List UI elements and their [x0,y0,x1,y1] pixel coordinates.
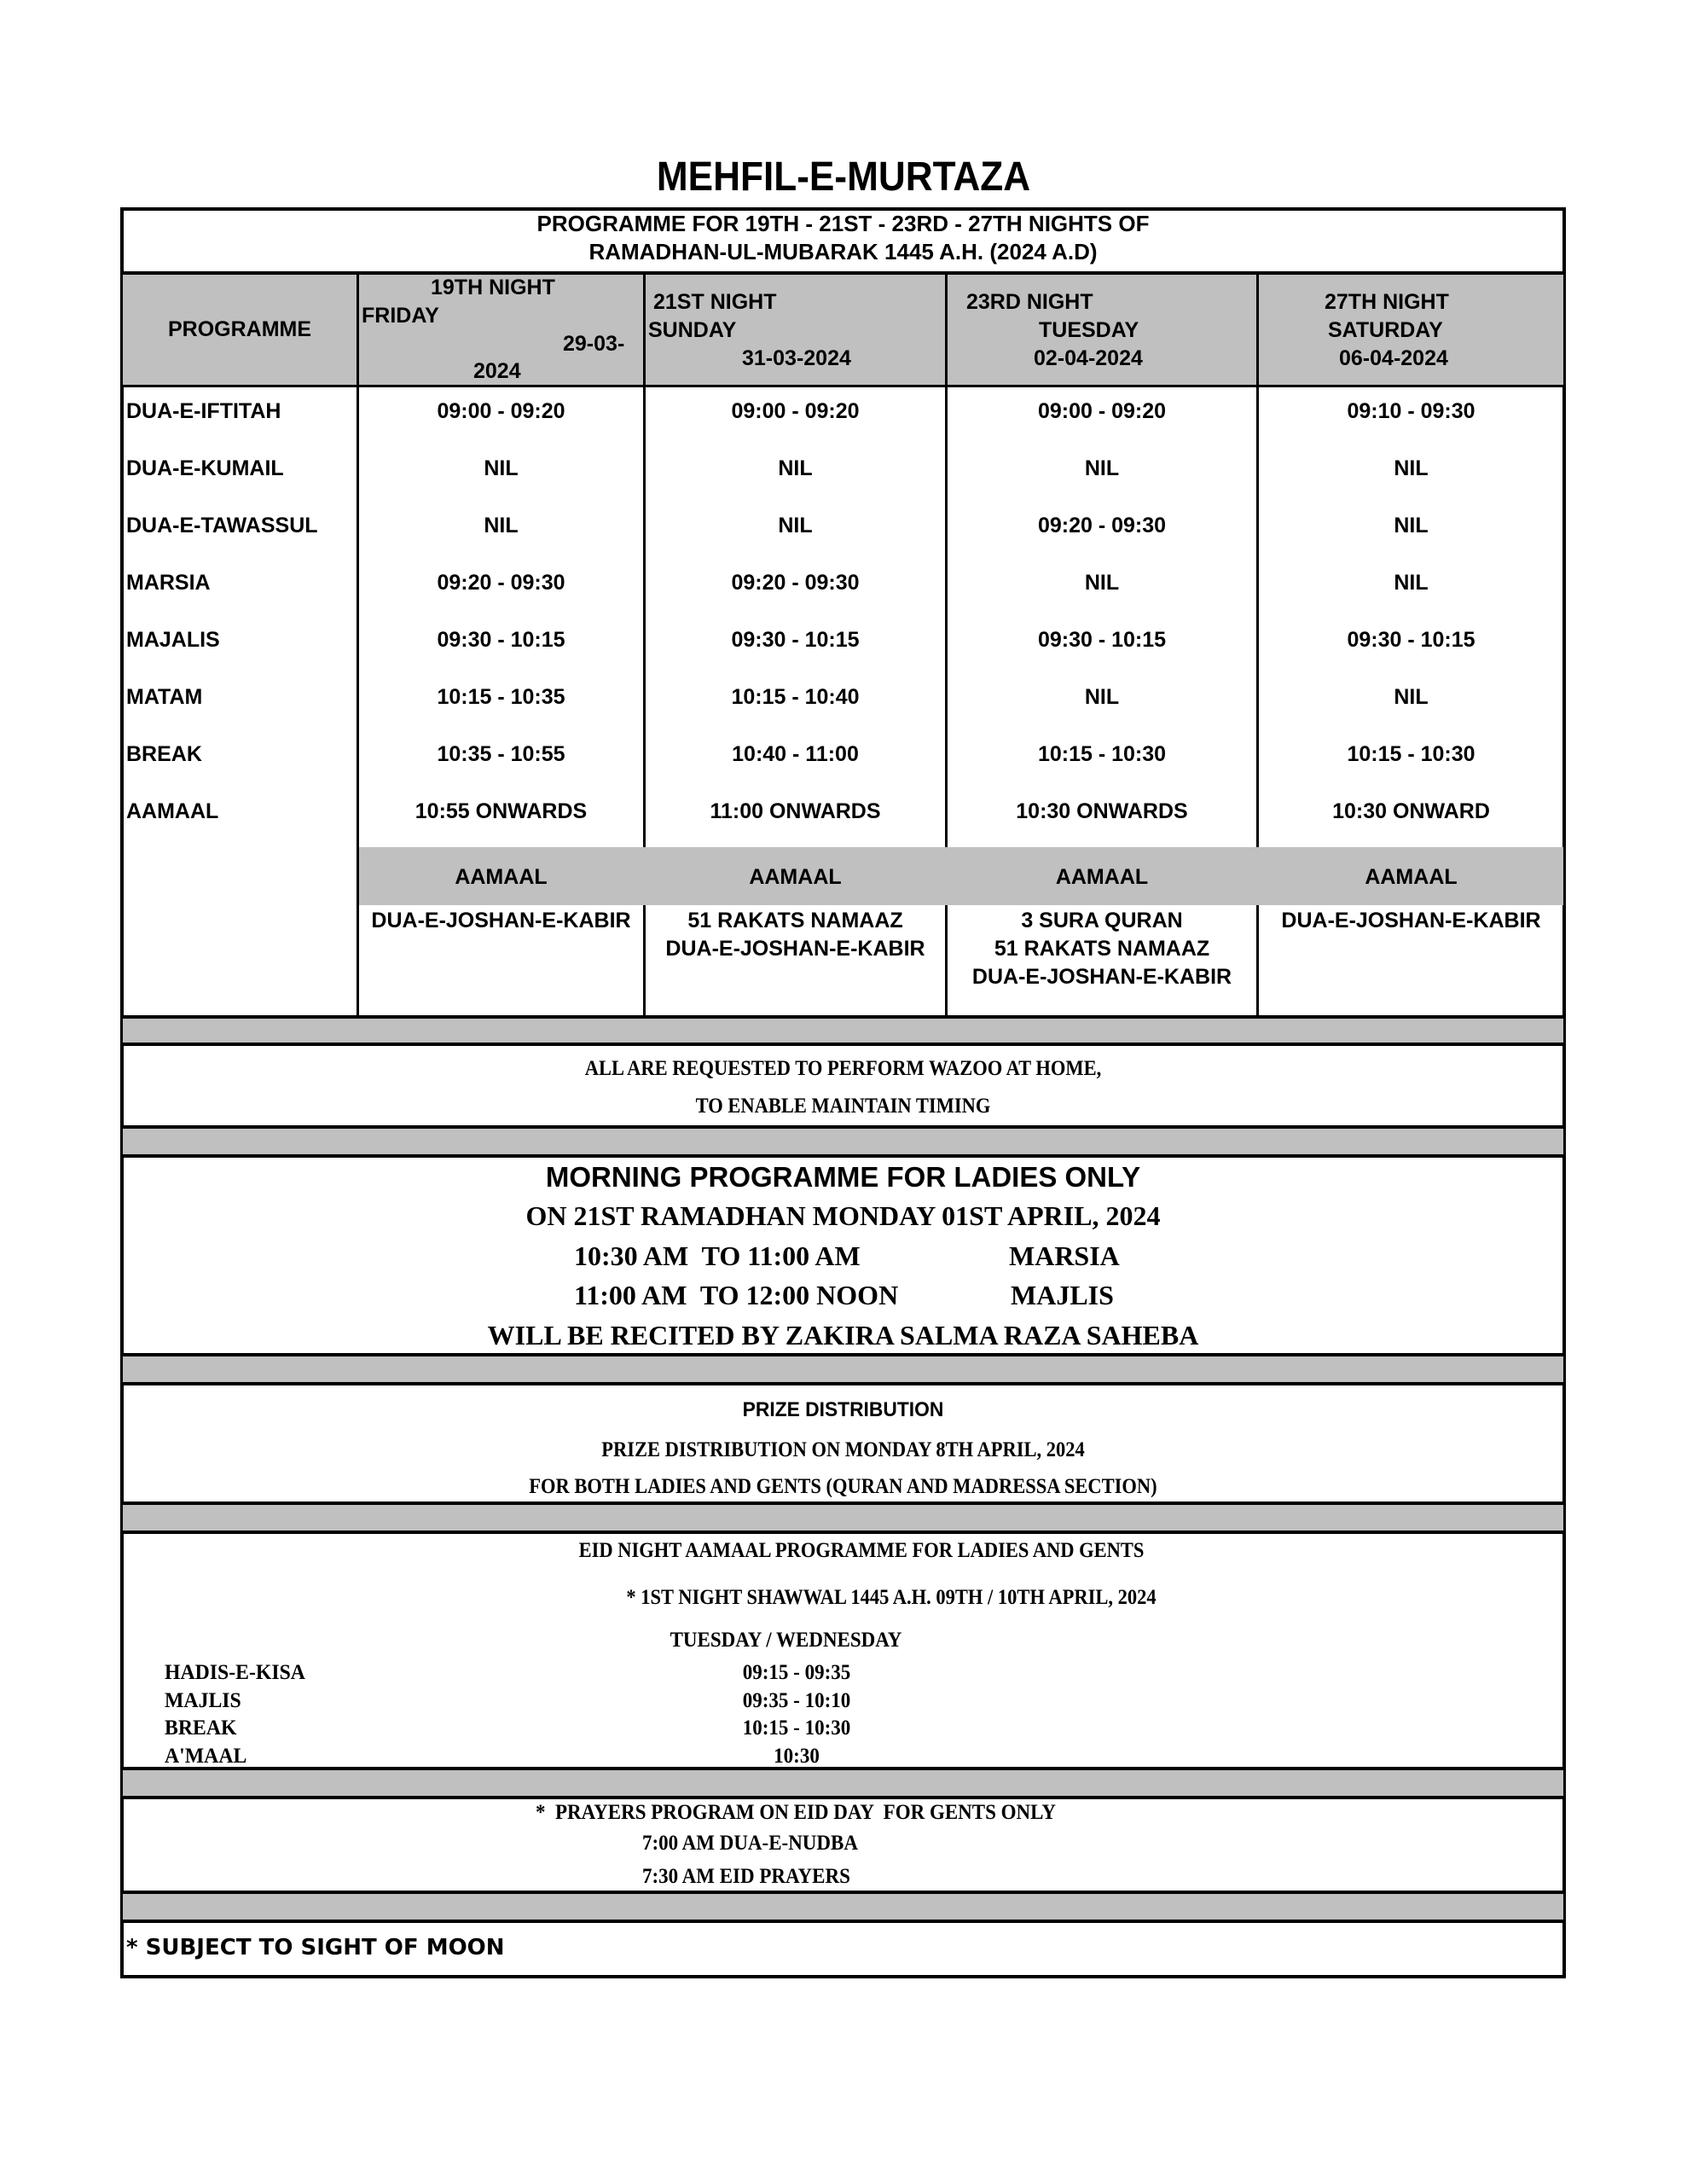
row-value: 09:30 - 10:15 [731,628,860,652]
row-value: 09:30 - 10:15 [1037,628,1167,652]
date-label-year: 2024 [473,359,521,383]
eid-night-days: TUESDAY / WEDNESDAY [670,1629,902,1652]
row-value: 09:20 - 09:30 [437,571,565,595]
row-value: 09:00 - 09:20 [1037,399,1167,423]
row-value: 09:00 - 09:20 [731,399,860,423]
row-value: NIL [1394,685,1429,709]
date-label: 31-03-2024 [742,346,851,370]
ladies-reciter: WILL BE RECITED BY ZAKIRA SALMA RAZA SAHEBA [487,1320,1199,1350]
row-value: 09:10 - 09:30 [1347,399,1475,423]
row-value: NIL [1394,456,1429,480]
row-label: DUA-E-TAWASSUL [126,514,318,537]
row-value: NIL [778,514,813,537]
ladies-item-time: 10:30 AM TO 11:00 AM [574,1240,861,1271]
night-label: 21ST NIGHT [653,290,777,314]
aamaal-heading: AAMAAL [749,865,842,889]
row-label: DUA-E-IFTITAH [126,399,281,423]
eid-day-heading: * PRAYERS PROGRAM ON EID DAY FOR GENTS ONLY [536,1801,1057,1824]
night-label: 23RD NIGHT [966,290,1093,314]
row-value: NIL [1084,571,1120,595]
separator-band [123,1019,1563,1043]
aamaal-detail-item: 51 RAKATS NAMAAZ [687,909,903,932]
separator-band [123,1505,1563,1531]
prize-line-2: FOR BOTH LADIES AND GENTS (QURAN AND MADRESSA SECTION) [529,1475,1157,1498]
row-value: 09:20 - 09:30 [1037,514,1167,537]
row-value: 09:00 - 09:20 [437,399,565,423]
row-value: 10:35 - 10:55 [437,742,565,766]
footnote: * SUBJECT TO SIGHT OF MOON [126,1935,505,1960]
day-label: SATURDAY [1328,318,1443,342]
night-label: 19TH NIGHT [431,276,555,299]
eid-item-time: 09:35 - 10:10 [742,1688,851,1712]
row-value: NIL [484,514,519,537]
row-value: 09:30 - 10:15 [1347,628,1475,652]
eid-item-label: A'MAAL [165,1744,247,1768]
subtitle-line-1: PROGRAMME FOR 19TH - 21ST - 23RD - 27TH NIGHTS OF [536,211,1150,236]
aamaal-detail-item: DUA-E-JOSHAN-E-KABIR [1281,909,1541,932]
row-value: NIL [1394,571,1429,595]
row-value: 10:30 ONWARDS [1016,799,1188,823]
date-label: 06-04-2024 [1339,346,1448,370]
date-label: 29-03- [563,332,625,356]
aamaal-detail-item: DUA-E-JOSHAN-E-KABIR [665,937,925,961]
separator-band [123,1894,1563,1920]
prize-heading: PRIZE DISTRIBUTION [742,1398,944,1421]
day-label: SUNDAY [648,318,737,342]
row-value: 09:20 - 09:30 [731,571,860,595]
ladies-heading: MORNING PROGRAMME FOR LADIES ONLY [545,1161,1141,1193]
row-value: NIL [778,456,813,480]
row-label: AAMAAL [126,799,219,823]
aamaal-detail-item: 3 SURA QURAN [1021,909,1183,932]
row-value: 10:55 ONWARDS [415,799,588,823]
row-value: NIL [484,456,519,480]
aamaal-heading: AAMAAL [1365,865,1458,889]
row-value: NIL [1394,514,1429,537]
eid-item-time: 09:15 - 09:35 [742,1661,851,1684]
ladies-item-event: MARSIA [1009,1240,1120,1271]
ladies-item-event: MAJLIS [1011,1280,1114,1310]
divider [120,1382,1566,1385]
divider [120,385,1566,387]
wazoo-line-1: ALL ARE REQUESTED TO PERFORM WAZOO AT HOME, [584,1057,1102,1080]
row-label: MAJALIS [126,628,220,652]
eid-night-heading: EID NIGHT AAMAAL PROGRAMME FOR LADIES AND GENTS [578,1539,1145,1562]
aamaal-detail-item: DUA-E-JOSHAN-E-KABIR [971,965,1232,989]
night-label: 27TH NIGHT [1325,290,1449,314]
row-value: 10:15 - 10:30 [1037,742,1167,766]
row-value: 10:40 - 11:00 [732,742,859,766]
eid-night-date: * 1ST NIGHT SHAWWAL 1445 A.H. 09TH / 10TH APRIL, 2024 [626,1586,1157,1609]
divider [120,1043,1566,1046]
prize-line-1: PRIZE DISTRIBUTION ON MONDAY 8TH APRIL, 2024 [601,1438,1085,1461]
separator-band [123,1356,1563,1382]
separator-band [123,1770,1563,1796]
aamaal-heading: AAMAAL [455,865,548,889]
eid-item-label: MAJLIS [165,1688,241,1712]
ladies-item-time: 11:00 AM TO 12:00 NOON [574,1280,899,1310]
eid-day-item: 7:00 AM DUA-E-NUDBA [642,1832,858,1855]
day-label: TUESDAY [1039,318,1139,342]
header-programme: PROGRAMME [167,317,312,341]
aamaal-detail-item: DUA-E-JOSHAN-E-KABIR [371,909,631,932]
eid-item-label: HADIS-E-KISA [165,1661,305,1684]
row-label: DUA-E-KUMAIL [126,456,284,480]
divider [120,1796,1566,1799]
eid-day-item: 7:30 AM EID PRAYERS [642,1865,850,1888]
row-value: 10:15 - 10:40 [731,685,860,709]
row-label: BREAK [126,742,202,766]
row-value: NIL [1084,685,1120,709]
divider [120,1154,1566,1158]
subtitle-line-2: RAMADHAN-UL-MUBARAK 1445 A.H. (2024 A.D) [588,239,1098,264]
row-value: 09:30 - 10:15 [437,628,565,652]
eid-item-time: 10:15 - 10:30 [742,1716,851,1740]
row-label: MATAM [126,685,203,709]
date-label: 02-04-2024 [1034,346,1143,370]
row-value: 10:15 - 10:35 [437,685,565,709]
divider [120,1531,1566,1534]
eid-item-time: 10:30 [774,1744,820,1768]
row-value: NIL [1084,456,1120,480]
aamaal-heading: AAMAAL [1055,865,1149,889]
row-value: 11:00 ONWARDS [710,799,881,823]
aamaal-detail-item: 51 RAKATS NAMAAZ [994,937,1210,961]
row-value: 10:30 ONWARD [1332,799,1490,823]
eid-item-label: BREAK [165,1716,237,1740]
day-label: FRIDAY [362,304,439,328]
row-label: MARSIA [126,571,211,595]
wazoo-line-2: TO ENABLE MAINTAIN TIMING [695,1095,991,1118]
separator-band [123,1129,1563,1154]
row-value: 10:15 - 10:30 [1347,742,1475,766]
page-title: MEHFIL-E-MURTAZA [656,154,1031,200]
divider [120,1920,1566,1923]
ladies-date: ON 21ST RAMADHAN MONDAY 01ST APRIL, 2024 [525,1200,1161,1231]
